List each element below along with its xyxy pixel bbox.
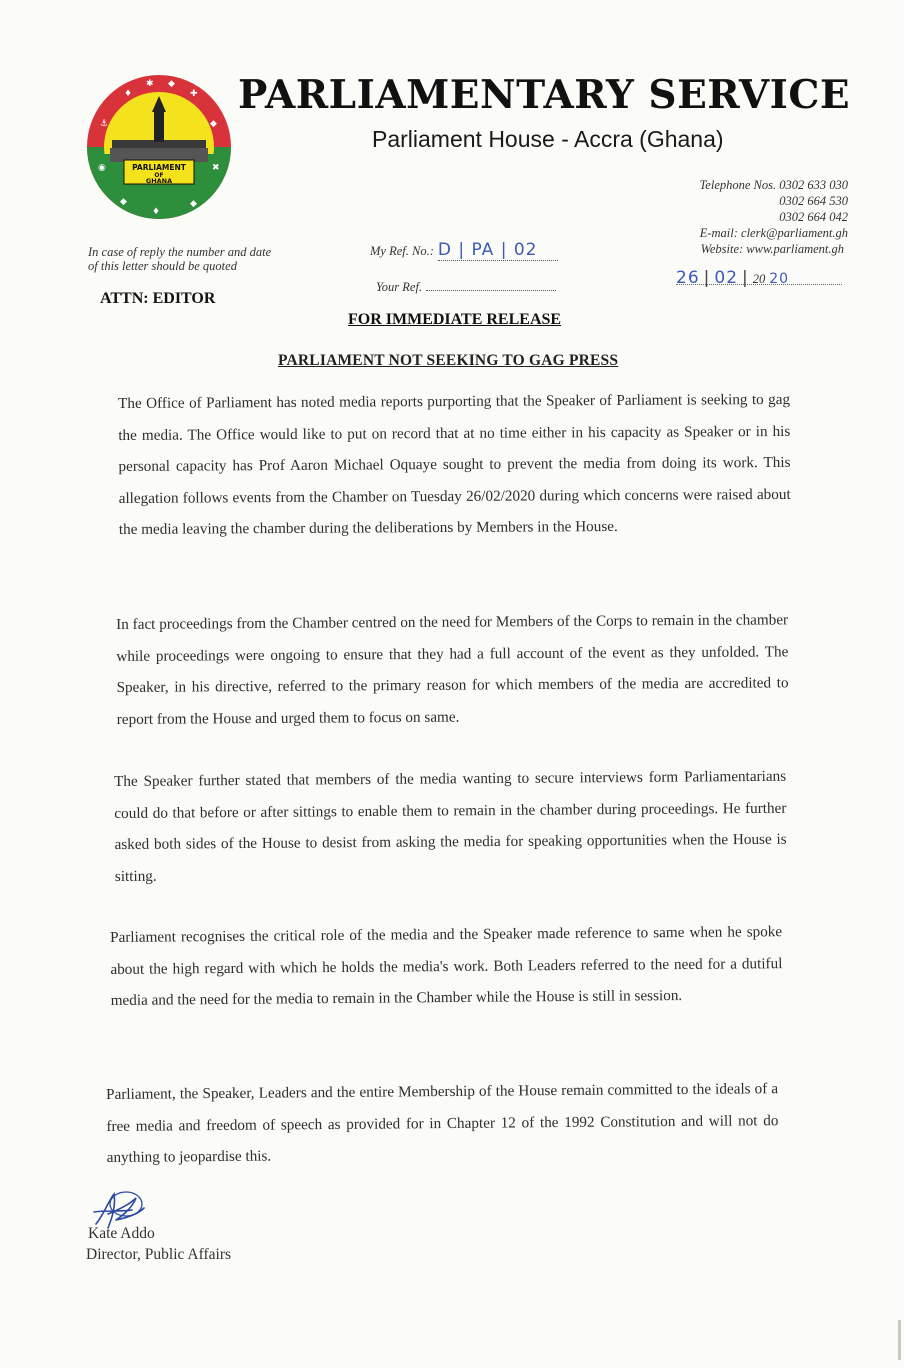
parliament-logo [86, 74, 232, 220]
svg-text:♦: ♦ [124, 89, 133, 99]
telephone-line-1 [700, 178, 849, 194]
svg-text:✚: ✚ [190, 89, 198, 99]
my-ref-label: My Ref. No.: [370, 244, 434, 258]
telephone-number-2: 0302 664 530 [779, 194, 848, 208]
telephone-label: Telephone Nos. [699, 178, 777, 192]
email-label: E-mail: [699, 226, 738, 240]
website-address: www.parliament.gh [746, 242, 844, 256]
svg-text:◆: ◆ [210, 119, 217, 129]
my-ref-value: D | PA | 02 [438, 240, 558, 261]
body-paragraph-2: In fact proceedings from the Chamber centred on the need for Members of the Corps to remain in the chamber while proceedings were ongoing to ensure that they had a full account of the event as they unfolded. The Speaker, in his directive, referred to the primary reason for which members of the media are accredited to report from the House and urged them to focus on same. [116, 611, 789, 728]
svg-text:✱: ✱ [146, 79, 154, 89]
svg-text:◉: ◉ [98, 163, 106, 173]
signatory-title: Director, Public Affairs [86, 1246, 232, 1263]
date-year-suffix: 20 [769, 271, 790, 287]
svg-text:✖: ✖ [212, 163, 220, 173]
scan-edge-mark [898, 1320, 901, 1360]
email-line [700, 226, 848, 242]
svg-text:♦: ♦ [152, 207, 161, 217]
body-paragraph-5: Parliament, the Speaker, Leaders and the entire Membership of the House remain committed to the ideals of a free media and freedom of speech as provided for in Chapter 12 of the 1992 Constitution and will not do anything to jeopardise this. [106, 1080, 779, 1166]
website-line [701, 242, 844, 258]
date-year-prefix: 20 [752, 272, 766, 286]
signatory-name: Kate Addo [88, 1225, 155, 1242]
website-label: Website: [700, 242, 744, 256]
date-separator-1: | [703, 268, 711, 288]
my-reference [370, 240, 558, 261]
svg-text:◆: ◆ [168, 79, 175, 89]
release-label: FOR IMMEDIATE RELEASE [348, 311, 562, 328]
svg-text:◆: ◆ [120, 197, 127, 207]
date-month: 02 [714, 268, 739, 288]
letter-date [676, 268, 842, 288]
your-ref-label: Your Ref. [376, 280, 423, 294]
body-paragraph-1: The Office of Parliament has noted media reports purporting that the Speaker of Parliament is seeking to gag the media. The Office would like to put on record that at no time either in his capacity as Speaker or in his personal capacity has Prof Aaron Michael Oquaye sought to prevent the media from doing its work. This allegation follows events from the Chamber on Tuesday 26/02/2020 during which concerns were raised about the media leaving the chamber during the deliberations by Members in the House. [118, 390, 791, 538]
body-paragraph-3: The Speaker further stated that members of the media wanting to secure interviews form Parliamentarians could do that before or after sittings to enable them to remain in the chamber during proceedings. He further asked both sides of the House to desist from asking the media for speaking opportunities when the House is sitting. [114, 767, 787, 885]
svg-text:◆: ◆ [190, 199, 197, 209]
organization-address: Parliament House - Accra (Ghana) [372, 126, 724, 152]
logo-text-2: OF [154, 172, 164, 179]
press-release-headline: PARLIAMENT NOT SEEKING TO GAG PRESS [278, 352, 619, 369]
date-day: 26 [676, 268, 700, 288]
telephone-number-3: 0302 664 042 [779, 210, 848, 224]
attention-line: ATTN: EDITOR [100, 290, 216, 307]
reply-instructions: In case of reply the number and date of this letter should be quoted [88, 245, 272, 273]
email-address: clerk@parliament.gh [741, 226, 848, 240]
logo-text-1: PARLIAMENT [132, 163, 186, 172]
organization-name: PARLIAMENTARY SERVICE [238, 72, 851, 118]
your-ref-blank [426, 278, 556, 291]
telephone-number-1: 0302 633 030 [779, 178, 848, 192]
body-paragraph-4: Parliament recognises the critical role of the media and the Speaker made reference to same when he spoke about the high regard with which he holds the media's work. Both Leaders referred to the need for a dutiful media and the need for the media to remain in the Chamber while the House is still in session. [110, 923, 783, 1009]
logo-text-3: GHANA [145, 177, 173, 185]
date-separator-2: | [742, 268, 749, 288]
your-reference [376, 278, 556, 296]
svg-text:⚓: ⚓ [100, 119, 109, 129]
